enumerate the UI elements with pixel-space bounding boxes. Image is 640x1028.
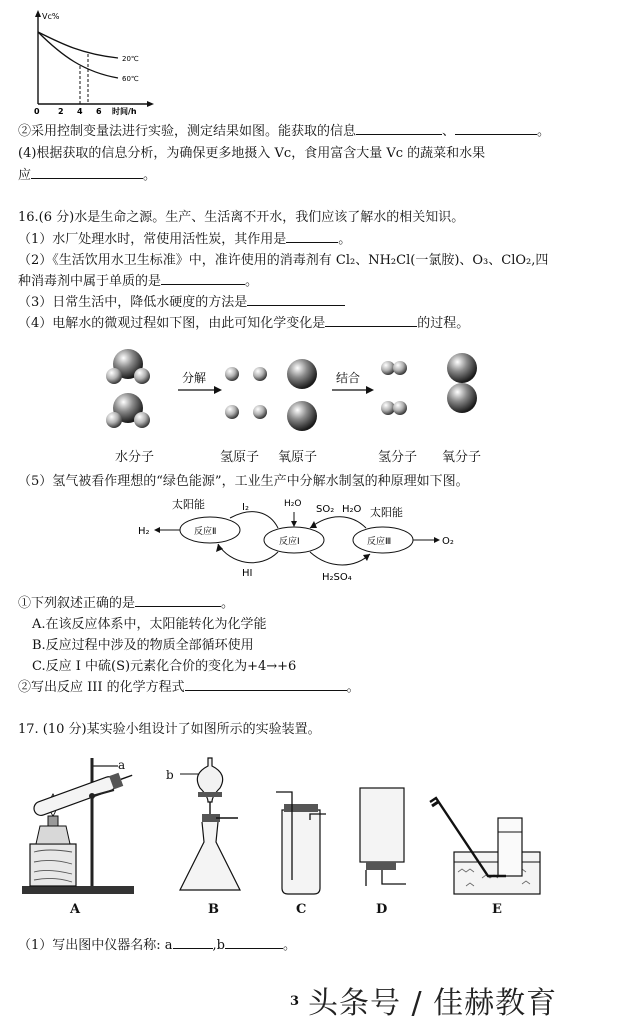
label-oxygen-atom: 氧原子 [278, 450, 318, 465]
q16-p2a: （2）《生活饮用水卫生标准》中，准许使用的消毒剂有 Cl₂、NH₂Cl(一氯胺)、O₃、ClO₂,四 [18, 253, 549, 268]
answer-blank[interactable] [31, 166, 143, 179]
hydrogen-atom [225, 405, 239, 419]
graph-xlabel: 时间/h [112, 107, 137, 116]
arrow-r3-to-r1 [310, 517, 366, 528]
label-water-molecule: 水分子 [115, 450, 155, 465]
q16-p4: （4）电解水的微观过程如下图，由此可知化学变化是 的过程。 [18, 316, 470, 331]
curve-label-60c: 60℃ [122, 75, 139, 83]
option-a: A.在该反应体系中，太阳能转化为化学能 [32, 617, 267, 632]
label-so2: SO₂ [316, 504, 335, 515]
inverted-bottle [360, 788, 404, 862]
water-trough [454, 852, 540, 894]
label-hi: HI [242, 568, 253, 579]
apparatus-a [18, 752, 148, 900]
d-tube [382, 870, 406, 884]
label-h2so4: H₂SO₄ [322, 572, 352, 583]
label-oxygen-molecule: 氧分子 [442, 450, 482, 465]
q17-q1: （1）写出图中仪器名称: a ,b 。 [18, 938, 297, 953]
x-tick-2: 2 [58, 107, 64, 116]
stopcock [198, 792, 222, 797]
answer-blank-a[interactable] [173, 936, 213, 949]
decompose-label: 分解 [182, 371, 207, 385]
arrow-r1-to-r3 [310, 552, 370, 565]
label-apparatus-c: C [296, 902, 307, 917]
q16-5-1: ①下列叙述正确的是 。 [18, 596, 235, 611]
water-molecule [106, 349, 150, 384]
gas-bottle [282, 810, 320, 894]
decompose-arrow-head [214, 386, 222, 394]
label-hydrogen-atom: 氢原子 [220, 450, 260, 465]
conical-flask [180, 822, 240, 890]
apparatus-b [168, 752, 264, 900]
answer-blank[interactable] [325, 314, 417, 327]
reaction-cycle-diagram [130, 492, 470, 584]
hydrogen-atom [225, 367, 239, 381]
label-apparatus-d: D [376, 902, 388, 917]
label-hydrogen-molecule: 氢分子 [378, 450, 418, 465]
reaction-3-label: 反应Ⅲ [367, 537, 392, 547]
electrolysis-diagram [100, 346, 500, 446]
hydrogen-molecule [381, 361, 407, 375]
answer-blank[interactable] [247, 293, 345, 306]
apparatus-c [266, 790, 332, 898]
label-h2o-top: H₂O [284, 499, 302, 509]
label-apparatus-a: A [70, 902, 81, 917]
q16-p2b: 种消毒剂中属于单质的是 。 [18, 274, 259, 289]
alcohol-lamp [36, 826, 70, 844]
answer-blank[interactable] [185, 678, 347, 691]
curve-60c [38, 32, 118, 78]
hydrogen-atom [253, 367, 267, 381]
x-tick-0: 0 [34, 107, 40, 116]
oxygen-atom [287, 359, 317, 389]
hydrogen-molecule [381, 401, 407, 415]
reaction-1-label: 反应Ⅰ [279, 537, 300, 547]
answer-blank[interactable] [286, 230, 338, 243]
q16-title: 16.(6 分)水是生命之源。生产、生活离不开水，我们应该了解水的相关知识。 [18, 210, 465, 225]
solar-energy-right: 太阳能 [370, 506, 403, 519]
answer-blank[interactable] [161, 272, 245, 285]
vc-time-graph [22, 6, 162, 116]
label-h2o-right: H₂O [342, 504, 362, 515]
curve-label-20c: 20℃ [122, 55, 139, 63]
watermark: 头条号 / 佳赫教育 [308, 986, 558, 1021]
answer-blank[interactable] [356, 122, 442, 135]
label-h2: H₂ [138, 526, 150, 537]
pointer-label-a: a [118, 758, 126, 772]
answer-blank[interactable] [135, 594, 221, 607]
label-i2: I₂ [242, 502, 249, 513]
reaction-2-label: 反应Ⅱ [194, 527, 217, 537]
label-apparatus-b: B [208, 902, 219, 917]
solar-energy-left: 太阳能 [172, 498, 205, 511]
q15-line2: ②采用控制变量法进行实验，测定结果如图。能获取的信息 、 。 [18, 124, 551, 139]
option-b: B.反应过程中涉及的物质全部循环使用 [32, 638, 254, 653]
oxygen-molecule [447, 353, 477, 413]
answer-blank[interactable] [455, 122, 537, 135]
hydrogen-atom [253, 405, 267, 419]
test-tube [32, 769, 135, 818]
combine-label: 结合 [336, 371, 361, 385]
label-apparatus-e: E [492, 902, 502, 917]
x-axis-arrow [147, 101, 154, 107]
pointer-label-b: b [166, 768, 174, 782]
apparatus-e [426, 792, 546, 898]
q17-title: 17. (10 分)某实验小组设计了如图所示的实验装置。 [18, 722, 321, 737]
option-c: C.反应 I 中硫(S)元素化合价的变化为+4→+6 [32, 659, 297, 674]
q16-5-2: ②写出反应 III 的化学方程式 。 [18, 680, 360, 695]
page-number: 3 [290, 994, 300, 1009]
label-o2: O₂ [442, 536, 454, 547]
graph-ylabel: Vc% [42, 12, 60, 21]
curve-20c [38, 32, 118, 58]
q16-p3: （3）日常生活中，降低水硬度的方法是 [18, 293, 345, 313]
y-axis-arrow [35, 10, 41, 17]
q15-line4: 应 。 [18, 168, 157, 183]
q16-p1: （1）水厂处理水时，常使用活性炭，其作用是 。 [18, 232, 352, 247]
q16-p5: （5）氢气被看作理想的“绿色能源”，工业生产中分解水制氢的种原理如下图。 [18, 474, 469, 489]
collection-bottle [498, 818, 522, 876]
q15-line3: (4)根据获取的信息分析，为确保更多地摄入 Vc，食用富含大量 Vc 的蔬菜和水果 [18, 146, 486, 161]
combine-arrow-head [366, 386, 374, 394]
x-tick-6: 6 [96, 107, 102, 116]
apparatus-d [346, 786, 412, 896]
water-molecule [106, 393, 150, 428]
iron-stand-base [22, 886, 134, 894]
x-tick-4: 4 [77, 107, 83, 116]
oxygen-atom [287, 401, 317, 431]
answer-blank-b[interactable] [225, 936, 283, 949]
